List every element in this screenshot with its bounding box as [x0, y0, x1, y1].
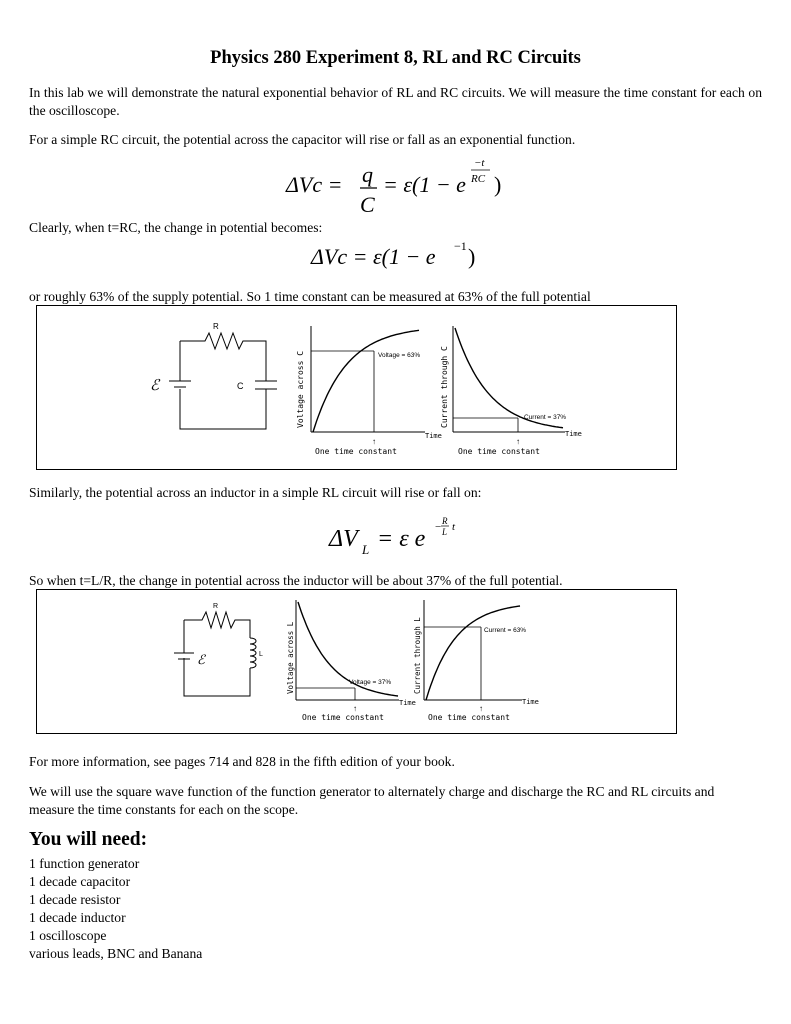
rl-voltage-annotation: Voltage = 37% — [349, 679, 392, 686]
equation-rl — [325, 510, 475, 558]
rl-plot1-xlabel: Time — [399, 699, 416, 707]
rc-plot2-tick-arrow: ↑ — [516, 437, 520, 446]
eq1-exp-num: −t — [474, 157, 485, 169]
rc-plot2-ylabel: Current through C — [440, 346, 449, 428]
rl-current-annotation: Current = 63% — [484, 627, 527, 634]
eq3-exp-t: t — [452, 521, 456, 533]
rl-label-L: L — [259, 651, 263, 658]
rc-plot1-xlabel: Time — [425, 432, 442, 440]
rl-plot2-xlabel: Time — [522, 698, 539, 706]
square-wave-paragraph: We will use the square wave function of the function generator to alternately charge and discharge the RC and RL circuits and measure the time constants for each on the scope. — [29, 784, 715, 817]
rl-circuit-schematic — [174, 612, 256, 696]
eq3-exp-sign: − — [435, 521, 442, 533]
eq3-sub: L — [362, 542, 370, 557]
rl-current-plot — [413, 600, 539, 722]
equation-one-time-constant — [305, 236, 495, 276]
equipment-item: 1 decade capacitor — [29, 873, 131, 889]
eq3-exp-den: L — [442, 527, 448, 537]
rl-plot2-tick-arrow: ↑ — [479, 704, 483, 713]
rc-circuit-schematic — [169, 333, 277, 429]
equipment-item: 1 decade resistor — [29, 891, 121, 907]
rc-label-R: R — [213, 322, 219, 331]
eq3-lhs: ΔV — [329, 526, 358, 552]
rc-plot1-tick-arrow: ↑ — [372, 437, 376, 446]
roughly-paragraph: or roughly 63% of the supply potential. So 1 time constant can be measured at 63% of the full potential — [29, 289, 591, 304]
eq2-exp: −1 — [454, 239, 467, 253]
rc-voltage-annotation: Voltage = 63% — [378, 352, 421, 359]
equipment-item: 1 oscilloscope — [29, 927, 107, 943]
equipment-item: 1 decade inductor — [29, 909, 126, 925]
intro-paragraph: In this lab we will demonstrate the natural exponential behavior of RL and RC circuits. We will measure the time constant for each on the oscilloscope. — [29, 85, 762, 118]
rc-current-curve — [455, 328, 563, 428]
equipment-list — [29, 855, 202, 962]
rl-figure — [36, 589, 677, 734]
rc-plot1-ylabel: Voltage across C — [296, 350, 305, 428]
rl-plot1-tick-label: One time constant — [302, 713, 384, 722]
rc-voltage-curve — [313, 330, 419, 432]
rl-plot2-ylabel: Current through L — [413, 617, 422, 694]
rl-resistor — [184, 612, 250, 638]
rl-current-curve — [426, 606, 520, 700]
rc-wire-bottom — [180, 389, 266, 429]
eq1-exp-den: RC — [471, 173, 486, 185]
rl-plot2-tick-label: One time constant — [428, 713, 510, 722]
rc-current-plot — [440, 326, 582, 456]
rc-figure — [36, 305, 677, 470]
eq2-text: ΔVc = ε(1 − e — [311, 244, 436, 269]
clearly-paragraph: Clearly, when t=RC, the change in potential becomes: — [29, 220, 323, 235]
rc-plot2-xlabel: Time — [565, 430, 582, 438]
similarly-paragraph: Similarly, the potential across an inductor in a simple RL circuit will rise or fall on: — [29, 485, 482, 500]
rl-label-R: R — [213, 603, 219, 610]
eq3-mid: = ε e — [377, 526, 426, 552]
rl-label-emf: ℰ — [197, 652, 205, 667]
rc-voltage-plot — [296, 326, 442, 456]
rc-figure-drawing — [37, 306, 676, 469]
rl-inductor — [250, 638, 256, 668]
page-title: Physics 280 Experiment 8, RL and RC Circuits — [210, 48, 581, 68]
rc-paragraph: For a simple RC circuit, the potential across the capacitor will rise or fall as an exponential function. — [29, 132, 576, 147]
eq1-close: ) — [494, 172, 502, 197]
so-when-paragraph: So when t=L/R, the change in potential across the inductor will be about 37% of the full potential. — [29, 573, 563, 588]
eq1-q: q — [362, 162, 373, 187]
rc-plot1-tick-label: One time constant — [315, 447, 397, 456]
rc-plot2-tick-label: One time constant — [458, 447, 540, 456]
equipment-item: various leads, BNC and Banana — [29, 945, 203, 961]
eq1-lhs: ΔVc = — [286, 172, 343, 197]
more-info-paragraph: For more information, see pages 714 and 828 in the fifth edition of your book. — [29, 754, 455, 769]
rc-label-C: C — [237, 381, 244, 391]
rl-wire-bottom — [184, 658, 250, 696]
rc-current-annotation: Current = 37% — [524, 414, 567, 421]
rc-label-emf: ℰ — [150, 378, 160, 394]
equipment-item: 1 function generator — [29, 856, 140, 871]
rl-voltage-plot — [286, 600, 416, 722]
you-will-need-heading: You will need: — [29, 829, 148, 850]
equation-rc-charge — [280, 152, 520, 220]
eq3-exp-num: R — [442, 516, 448, 526]
rl-figure-drawing — [37, 590, 676, 733]
rc-resistor — [180, 333, 266, 381]
rl-plot1-tick-arrow: ↑ — [353, 704, 357, 713]
eq1-mid: = ε(1 − e — [383, 172, 466, 197]
rl-plot1-ylabel: Voltage across L — [286, 621, 295, 694]
eq1-C: C — [360, 192, 375, 217]
eq2-close: ) — [468, 244, 476, 269]
